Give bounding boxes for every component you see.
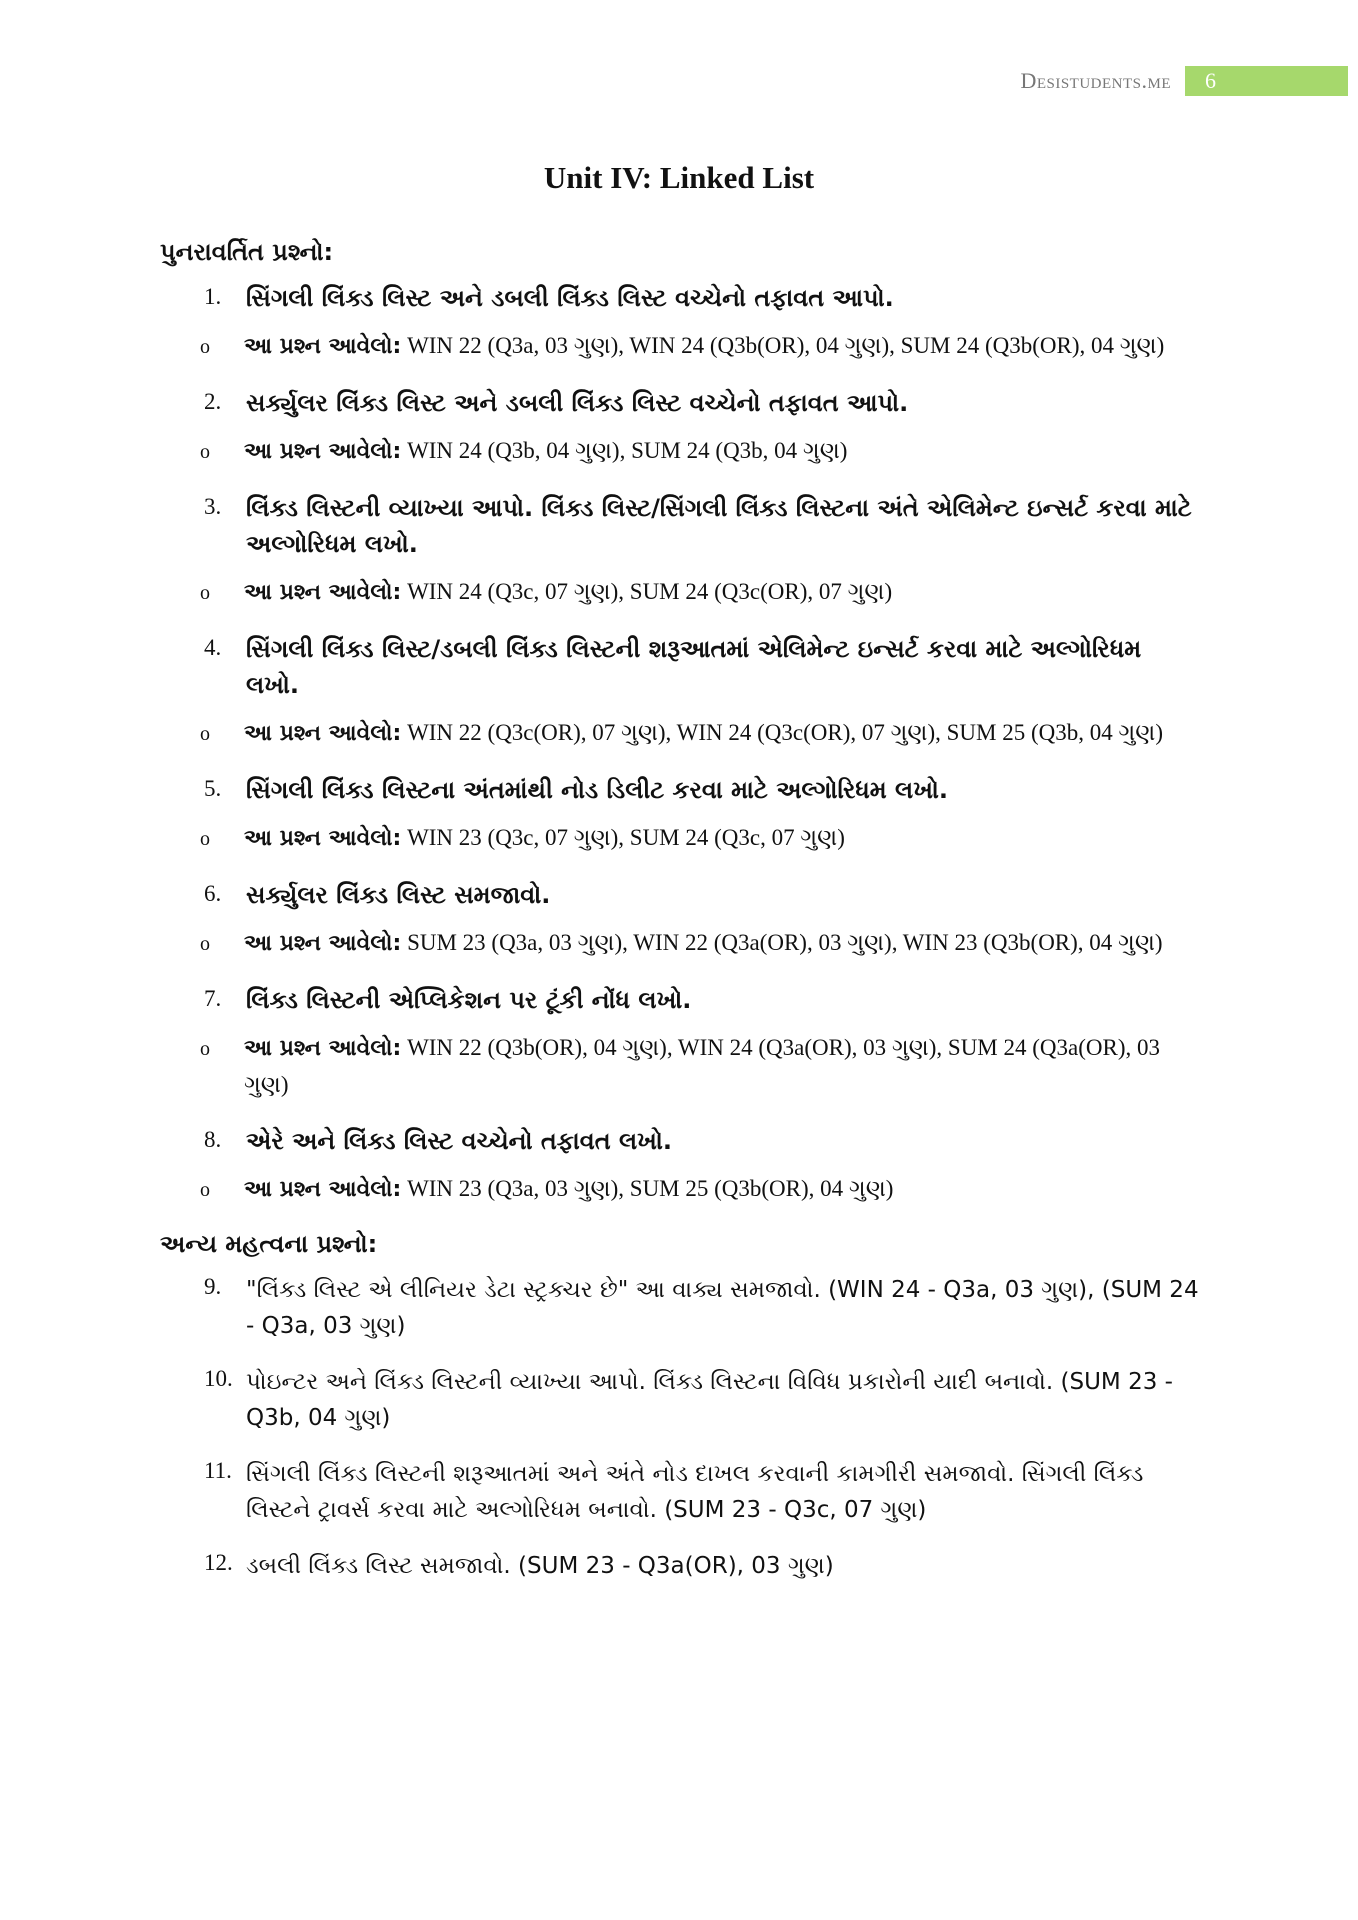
question-text: લિંક્ડ લિસ્ટની એપ્લિકેશન પર ટૂંકી નોંધ લખો.: [246, 986, 692, 1014]
bullet-icon: o: [200, 441, 210, 463]
asked-in-value: WIN 22 (Q3a, 03 ગુણ), WIN 24 (Q3b(OR), 04 ગુણ), SUM 24 (Q3b(OR), 04 ગુણ): [407, 333, 1165, 358]
question-item: [160, 982, 1200, 1103]
asked-in-label: આ પ્રશ્ન આવેલો:: [244, 334, 402, 359]
question-text: સિંગલી લિંક્ડ લિસ્ટ/ડબલી લિંક્ડ લિસ્ટની શરૂઆતમાં એલિમેન્ટ ઇન્સર્ટ કરવા માટે અલ્ગોરિધમ લખો.: [246, 635, 1142, 699]
asked-in-value: WIN 23 (Q3c, 07 ગુણ), SUM 24 (Q3c, 07 ગુણ): [407, 825, 845, 850]
bullet-icon: o: [200, 1038, 210, 1060]
question-number: 7.: [204, 986, 222, 1011]
other-question-item: [160, 1548, 1200, 1584]
question-row: [160, 772, 1200, 808]
question-text: સિંગલી લિંક્ડ લિસ્ટના અંતમાંથી નોડ ડિલીટ કરવા માટે અલ્ગોરિધમ લખો.: [246, 776, 949, 804]
question-row: [160, 490, 1200, 562]
other-questions-heading: અન્ય મહત્વના પ્રશ્નો:: [160, 1230, 378, 1258]
question-row: [160, 385, 1200, 421]
other-question-item: [160, 1456, 1200, 1528]
question-number: 12.: [204, 1550, 233, 1575]
asked-in-label: આ પ્રશ્ન આવેલો:: [244, 580, 402, 605]
asked-in-value: WIN 24 (Q3c, 07 ગુણ), SUM 24 (Q3c(OR), 07 ગુણ): [407, 579, 893, 604]
question-item: [160, 772, 1200, 857]
document-body: [160, 238, 1200, 1604]
question-text: "લિંક્ડ લિસ્ટ એ લીનિયર ડેટા સ્ટ્રક્ચર છે" આ વાક્ય સમજાવો. (WIN 24 - Q3a, 03 ગુણ), (SUM 24 - Q3a, 03 ગુણ): [246, 1277, 1199, 1339]
other-question-row: [160, 1364, 1200, 1436]
question-text: સર્ક્યુલર લિંક્ડ લિસ્ટ સમજાવો.: [246, 881, 551, 909]
question-item: [160, 280, 1200, 365]
page-title: Unit IV: Linked List: [543, 160, 815, 195]
question-row: [160, 982, 1200, 1018]
question-text: પોઇન્ટર અને લિંક્ડ લિસ્ટની વ્યાખ્યા આપો. લિંક્ડ લિસ્ટના વિવિધ પ્રકારોની યાદી બનાવો. (SUM 23 - Q3b, 04 ગુણ): [246, 1369, 1173, 1431]
asked-in-label: આ પ્રશ્ન આવેલો:: [244, 1177, 402, 1202]
other-questions-list: [160, 1272, 1200, 1584]
asked-in-value: WIN 23 (Q3a, 03 ગુણ), SUM 25 (Q3b(OR), 04 ગુણ): [407, 1176, 894, 1201]
question-item: [160, 385, 1200, 470]
question-text: સર્ક્યુલર લિંક્ડ લિસ્ટ અને ડબલી લિંક્ડ લિસ્ટ વચ્ચેનો તફાવત આપો.: [246, 389, 909, 417]
question-text: ડબલી લિંક્ડ લિસ્ટ સમજાવો. (SUM 23 - Q3a(OR), 03 ગુણ): [246, 1553, 834, 1579]
asked-in-row: [160, 820, 1200, 857]
asked-in-label: આ પ્રશ્ન આવેલો:: [244, 721, 402, 746]
header-site-name: Desistudents.me: [1020, 68, 1171, 93]
bullet-icon: o: [200, 336, 210, 358]
asked-in-label: આ પ્રશ્ન આવેલો:: [244, 439, 402, 464]
question-number: 3.: [204, 494, 222, 519]
asked-in-label: આ પ્રશ્ન આવેલો:: [244, 1036, 402, 1061]
asked-in-value: WIN 22 (Q3c(OR), 07 ગુણ), WIN 24 (Q3c(OR), 07 ગુણ), SUM 25 (Q3b, 04 ગુણ): [407, 720, 1163, 745]
question-row: [160, 280, 1200, 316]
question-row: [160, 877, 1200, 913]
question-item: [160, 490, 1200, 611]
repeated-questions-list: [160, 280, 1200, 1208]
question-text: એરે અને લિંક્ડ લિસ્ટ વચ્ચેનો તફાવત લખો.: [246, 1127, 673, 1155]
asked-in-row: [160, 925, 1200, 962]
question-number: 5.: [204, 776, 222, 801]
question-number: 11.: [204, 1458, 232, 1483]
question-row: [160, 1123, 1200, 1159]
other-question-row: [160, 1548, 1200, 1584]
asked-in-row: [160, 1171, 1200, 1208]
asked-in-row: [160, 574, 1200, 611]
other-question-row: [160, 1272, 1200, 1344]
question-number: 10.: [204, 1366, 233, 1391]
bullet-icon: o: [200, 933, 210, 955]
question-number: 6.: [204, 881, 222, 906]
bullet-icon: o: [200, 828, 210, 850]
header-page-number: 6: [1185, 66, 1348, 96]
asked-in-value: WIN 24 (Q3b, 04 ગુણ), SUM 24 (Q3b, 04 ગુણ): [407, 438, 848, 463]
asked-in-value: SUM 23 (Q3a, 03 ગુણ), WIN 22 (Q3a(OR), 03 ગુણ), WIN 23 (Q3b(OR), 04 ગુણ): [407, 930, 1163, 955]
asked-in-row: [160, 328, 1200, 365]
asked-in-row: [160, 1030, 1200, 1103]
question-text: સિંગલી લિંક્ડ લિસ્ટ અને ડબલી લિંક્ડ લિસ્ટ વચ્ચેનો તફાવત આપો.: [246, 284, 894, 312]
question-item: [160, 877, 1200, 962]
bullet-icon: o: [200, 723, 210, 745]
question-number: 4.: [204, 635, 222, 660]
asked-in-row: [160, 715, 1200, 752]
question-item: [160, 1123, 1200, 1208]
question-text: લિંક્ડ લિસ્ટની વ્યાખ્યા આપો. લિંક્ડ લિસ્ટ/સિંગલી લિંક્ડ લિસ્ટના અંતે એલિમેન્ટ ઇન્સર્ટ કરવા માટે અલ્ગોરિધમ લખો.: [246, 494, 1192, 558]
bullet-icon: o: [200, 582, 210, 604]
asked-in-label: આ પ્રશ્ન આવેલો:: [244, 931, 402, 956]
question-number: 1.: [204, 284, 222, 309]
repeated-questions-heading: પુનરાવર્તિત પ્રશ્નો:: [160, 238, 334, 266]
question-row: [160, 631, 1200, 703]
other-question-row: [160, 1456, 1200, 1528]
question-number: 8.: [204, 1127, 222, 1152]
other-question-item: [160, 1364, 1200, 1436]
other-question-item: [160, 1272, 1200, 1344]
bullet-icon: o: [200, 1179, 210, 1201]
asked-in-value: WIN 22 (Q3b(OR), 04 ગુણ), WIN 24 (Q3a(OR), 03 ગુણ), SUM 24 (Q3a(OR), 03 ગુણ): [244, 1035, 1160, 1097]
question-number: 2.: [204, 389, 222, 414]
asked-in-label: આ પ્રશ્ન આવેલો:: [244, 826, 402, 851]
question-item: [160, 631, 1200, 752]
asked-in-row: [160, 433, 1200, 470]
question-number: 9.: [204, 1274, 222, 1299]
page-header: [1020, 66, 1348, 96]
question-text: સિંગલી લિંક્ડ લિસ્ટની શરૂઆતમાં અને અંતે નોડ દાખલ કરવાની કામગીરી સમજાવો. સિંગલી લિંક્ડ લિસ્ટને ટ્રાવર્સ કરવા માટે અલ્ગોરિધમ બનાવો. (SUM 23 - Q3c, 07 ગુણ): [246, 1461, 1144, 1523]
